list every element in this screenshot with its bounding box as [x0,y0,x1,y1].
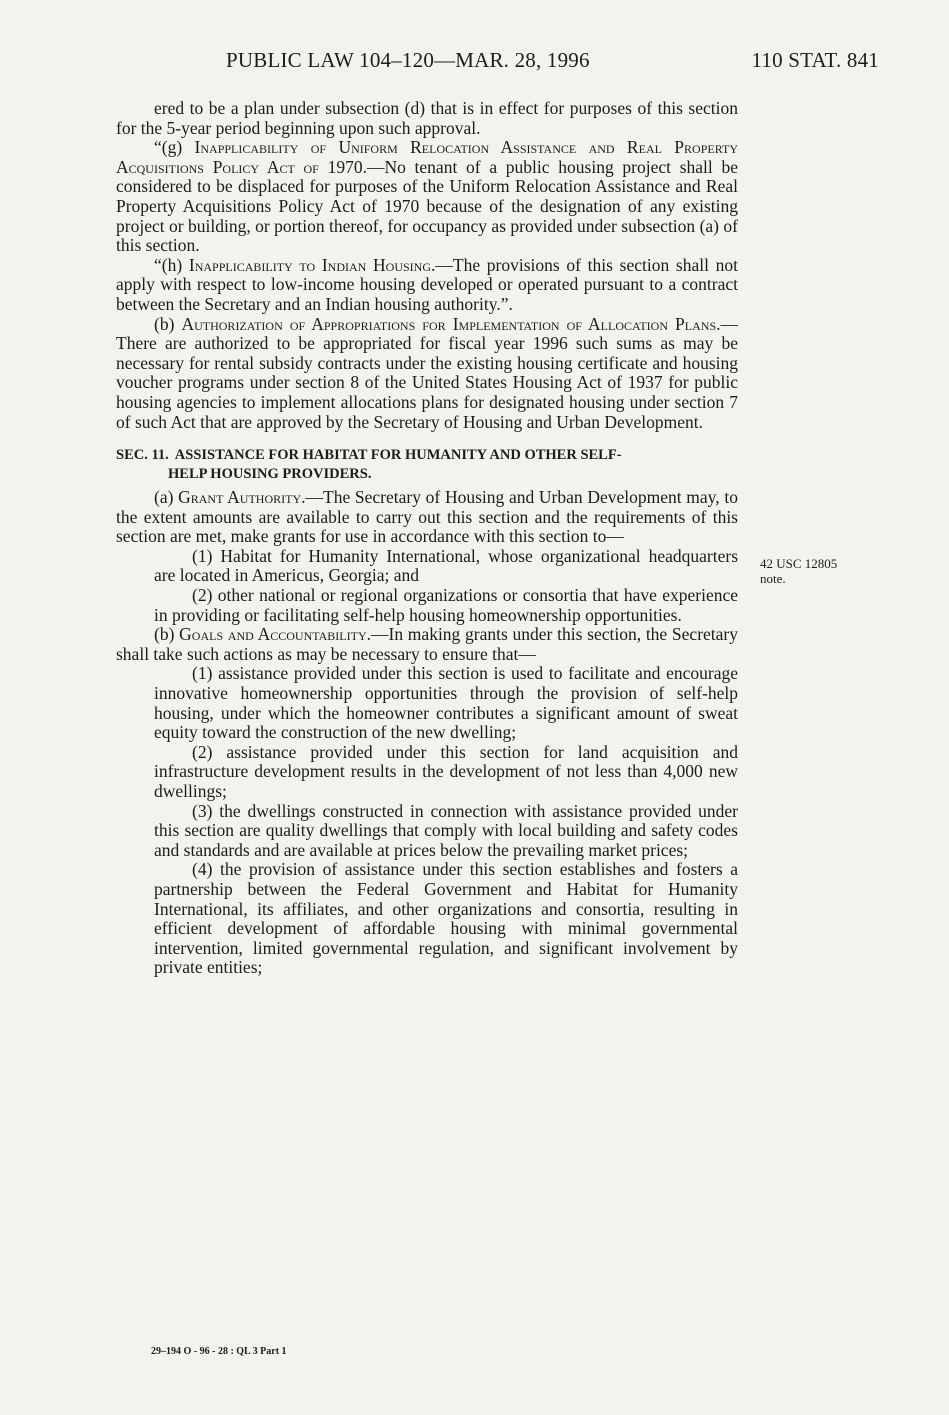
goal-item: (3) the dwellings constructed in connection with assistance provided under this section are quality dwellings that comply with local building and safety codes and standards and are available at prices below the prevailing market prices; [154,800,738,860]
statute-page-number: 110 STAT. 841 [751,48,879,72]
goal-item: (1) assistance provided under this section is used to facilitate and encourage innovative homeownership opportunities through the provision of self-help housing, under which the homeowner contributes a significant amount of sweat equity toward the construction of the new dwelling; [154,663,738,743]
subsection-h-heading: Inapplicability to Indian Housing. [188,254,436,275]
subsection-b-goals-text: —In making grants under this section, the Secretary shall take such actions as may be necessary to ensure that— [116,624,738,664]
subsection-b-appropriations [116,315,738,433]
law-title: PUBLIC LAW 104–120—MAR. 28, 1996 [226,48,590,72]
usc-citation: 42 USC 12805 [760,556,838,571]
page-header [0,48,949,82]
subsection-b-heading: Authorization of Appropriations for Implementation of Allocation Plans. [181,313,721,334]
subsection-g-text: —No tenant of a public housing project shall be considered to be displaced for purposes of the Uniform Relocation Assistance and Real Property Acquisitions Policy Act of 1970 because of the designation of any existing project or building, or portion thereof, for occupancy as provided under subsection (a) of this section. [116,156,738,256]
goal-item: (2) assistance provided under this section for land acquisition and infrastructure development results in the development of not less than 4,000 new dwellings; [154,741,738,801]
section-title-line2: HELP HOUSING PROVIDERS. [168,466,372,483]
usc-citation-suffix: note. [760,571,786,586]
grant-recipient-item: (1) Habitat for Humanity International, whose organizational headquarters are located in Americus, Georgia; and [154,545,738,586]
section-number: SEC. 11. [116,447,169,464]
page-body [116,99,738,978]
section-title-line1: ASSISTANCE FOR HABITAT FOR HUMANITY AND OTHER SELF- [174,447,622,464]
subsection-g-heading: Inapplicability of Uniform Relocation Assistance and Real Property Acquisitions Policy Act of 1970. [116,137,738,177]
subsection-b-text: —There are authorized to be appropriated for fiscal year 1996 such sums as may be necessary for rental subsidy contracts under the existing housing certificate and housing voucher programs under section 8 of the United States Housing Act of 1937 for public housing agencies to implement allocations plans for designated housing under section 7 of such Act that are approved by the Secretary of Housing and Urban Development. [116,313,738,432]
subsection-g [116,138,738,256]
subsection-g-label: “(g) [154,137,195,158]
subsection-h-text: —The provisions of this section shall not apply with respect to low-income housing developed or operated pursuant to a contract between the Secretary and an Indian housing authority.”. [116,254,738,314]
subsection-b-goals-heading: Goals and Accountability. [179,624,371,645]
subsection-a-text: —The Secretary of Housing and Urban Development may, to the extent amounts are available to carry out this section and the requirements of this section are met, make grants for use in accordance with this section to— [116,487,738,547]
subsection-h-label: “(h) [154,254,189,275]
grant-recipient-item: (2) other national or regional organizations or consortia that have experience in providing or facilitating self-help housing homeownership opportunities. [154,585,738,625]
section-heading [116,446,738,484]
subsection-b-goals-label: (b) [154,624,180,645]
continued-paragraph: ered to be a plan under subsection (d) that is in effect for purposes of this section for the 5-year period beginning upon such approval. [116,98,738,138]
subsection-h [116,256,738,315]
goal-item: (4) the provision of assistance under this section establishes and fosters a partnership between the Federal Government and Habitat for Humanity International, its affiliates, and other organizations and consortia, resulting in efficient development of affordable housing with minimal governmental intervention, limited governmental regulation, and significant involvement by private entities; [154,859,738,978]
subsection-a-grant-authority [116,488,738,547]
subsection-b-label: (b) [154,313,182,334]
margin-note [760,556,900,586]
subsection-a-label: (a) [154,487,179,508]
print-code-footer: 29–194 O - 96 - 28 : QL 3 Part 1 [151,1346,287,1357]
subsection-a-heading: Grant Authority. [178,487,306,508]
subsection-b-goals [116,625,738,664]
